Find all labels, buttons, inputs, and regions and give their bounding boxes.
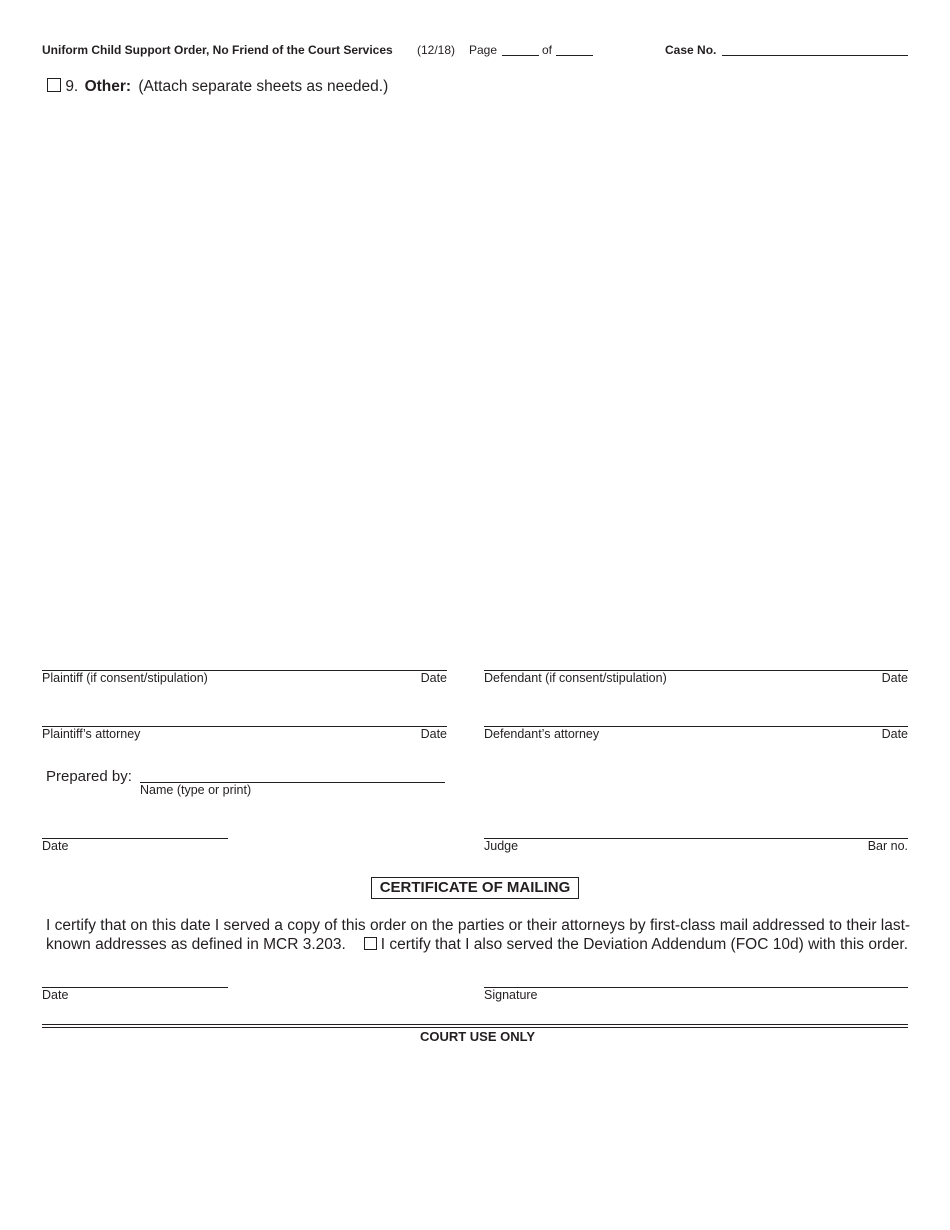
judge-label: Judge bbox=[484, 839, 519, 853]
certificate-text-line-2b: I certify that I also served the Deviation Addendum (FOC 10d) with this order. bbox=[380, 936, 908, 953]
name-caption: Name (type or print) bbox=[140, 783, 252, 797]
certificate-text-line-2a: known addresses as defined in MCR 3.203. bbox=[46, 936, 346, 953]
judge-signature-line[interactable] bbox=[484, 838, 908, 839]
page-number-field[interactable] bbox=[502, 43, 539, 56]
certificate-title: CERTIFICATE OF MAILING bbox=[371, 877, 579, 899]
date-line[interactable] bbox=[42, 838, 228, 839]
court-use-only-label: COURT USE ONLY bbox=[419, 1029, 536, 1044]
page-label: Page bbox=[469, 43, 498, 57]
case-no-label: Case No. bbox=[665, 43, 717, 57]
bar-no-label: Bar no. bbox=[867, 839, 908, 853]
certificate-date-line[interactable] bbox=[42, 987, 228, 988]
item-9-instruction: (Attach separate sheets as needed.) bbox=[138, 78, 389, 95]
defendant-attorney-date-label: Date bbox=[881, 727, 908, 741]
prepared-by-label: Prepared by: bbox=[46, 768, 132, 785]
plaintiff-attorney-label: Plaintiff’s attorney bbox=[42, 727, 141, 741]
plaintiff-attorney-date-label: Date bbox=[420, 727, 447, 741]
defendant-label: Defendant (if consent/stipulation) bbox=[484, 671, 667, 685]
certificate-text-line-1: I certify that on this date I served a copy of this order on the parties or their attorneys by first-class mail addressed to their last- bbox=[46, 917, 911, 934]
plaintiff-date-label: Date bbox=[420, 671, 447, 685]
defendant-date-label: Date bbox=[881, 671, 908, 685]
page-total-field[interactable] bbox=[556, 43, 593, 56]
case-no-field[interactable] bbox=[722, 43, 908, 56]
certificate-signature-label: Signature bbox=[484, 988, 538, 1002]
item-9-row bbox=[47, 78, 388, 96]
footer-double-rule bbox=[42, 1024, 908, 1028]
item-9-checkbox[interactable] bbox=[47, 78, 61, 92]
form-title: Uniform Child Support Order, No Friend of the Court Services bbox=[42, 43, 393, 57]
date-label: Date bbox=[42, 839, 69, 853]
item-9-number: 9. bbox=[65, 78, 79, 95]
defendant-attorney-label: Defendant’s attorney bbox=[484, 727, 600, 741]
item-9-title: Other: bbox=[84, 78, 132, 95]
of-label: of bbox=[542, 43, 553, 57]
certificate-date-label: Date bbox=[42, 988, 69, 1002]
plaintiff-label: Plaintiff (if consent/stipulation) bbox=[42, 671, 208, 685]
form-revision: (12/18) bbox=[417, 43, 456, 57]
deviation-addendum-checkbox[interactable] bbox=[364, 937, 377, 950]
certificate-signature-line[interactable] bbox=[484, 987, 908, 988]
